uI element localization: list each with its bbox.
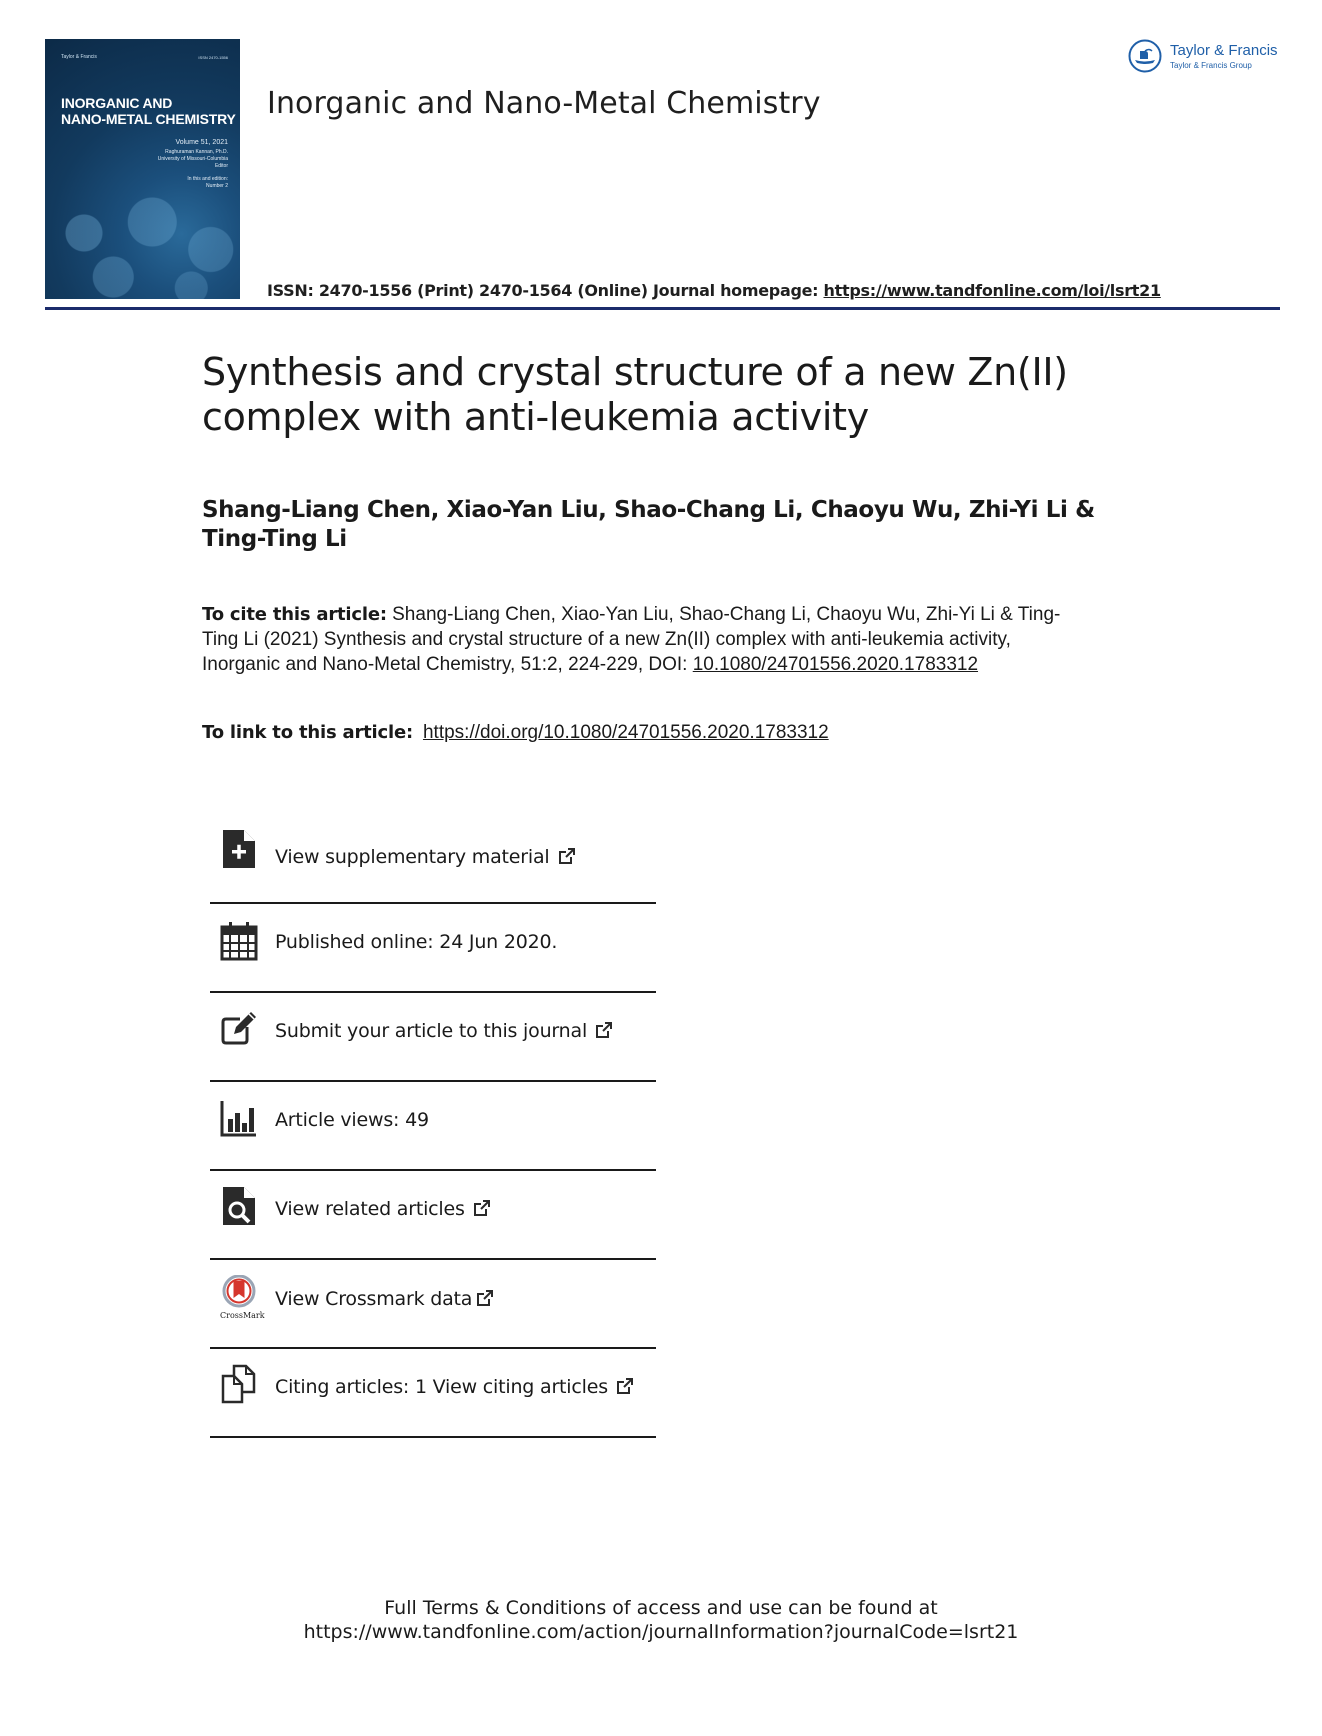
journal-homepage-link[interactable]: https://www.tandfonline.com/loi/lsrt21 xyxy=(823,281,1161,300)
cover-pattern xyxy=(45,189,240,299)
list-item-label xyxy=(275,1376,634,1398)
list-item-crossmark[interactable] xyxy=(210,1260,656,1349)
link-label: To link to this article: xyxy=(202,722,413,743)
supplementary-label: View supplementary material xyxy=(275,846,550,868)
list-item-label xyxy=(275,846,576,868)
cover-number: Number 2 xyxy=(206,183,228,189)
divider xyxy=(210,1436,656,1438)
footer xyxy=(261,1596,1061,1644)
journal-name: Inorganic and Nano-Metal Chemistry xyxy=(267,86,821,121)
publisher-name: Taylor & Francis xyxy=(1170,42,1278,59)
cover-publisher: Taylor & Francis xyxy=(61,54,97,60)
taylor-francis-logo-icon xyxy=(1128,39,1162,73)
external-link-icon xyxy=(558,847,576,865)
list-item-citing-articles[interactable] xyxy=(210,1349,656,1438)
citing-articles-label: Citing articles: 1 View citing articles xyxy=(275,1376,608,1398)
list-item-article-views xyxy=(210,1082,656,1171)
crossmark-icon xyxy=(220,1275,258,1315)
article-doi-link[interactable]: https://doi.org/10.1080/24701556.2020.1783312 xyxy=(422,722,829,743)
bar-chart-icon xyxy=(220,1099,258,1139)
related-articles-label: View related articles xyxy=(275,1198,465,1220)
cover-editor-affil: University of Missouri-Columbia xyxy=(157,156,228,162)
cover-editor-name: Raghuraman Kannan, Ph.D. xyxy=(165,149,228,155)
cover-title xyxy=(61,95,236,127)
edit-icon xyxy=(220,1007,258,1047)
footer-terms-text: Full Terms & Conditions of access and use can be found at xyxy=(384,1597,938,1619)
list-item-related-articles[interactable] xyxy=(210,1171,656,1260)
search-document-icon xyxy=(220,1186,258,1226)
list-item-published-online xyxy=(210,904,656,993)
footer-terms-link[interactable]: https://www.tandfonline.com/action/journalInformation?journalCode=lsrt21 xyxy=(303,1621,1019,1643)
cover-title-line2: NANO-METAL CHEMISTRY xyxy=(61,111,236,127)
issn-line xyxy=(267,281,1161,300)
journal-cover-image xyxy=(45,39,240,299)
file-plus-icon xyxy=(220,829,258,869)
article-link-line xyxy=(202,722,829,744)
external-link-icon xyxy=(476,1289,494,1307)
published-online-label: Published online: 24 Jun 2020. xyxy=(275,931,558,953)
cover-edition-label: In this and edition: xyxy=(187,176,228,182)
article-views-label: Article views: 49 xyxy=(275,1109,429,1131)
calendar-icon xyxy=(220,921,258,961)
external-link-icon xyxy=(616,1377,634,1395)
article-authors: Shang-Liang Chen, Xiao-Yan Liu, Shao-Chang Li, Chaoyu Wu, Zhi-Yi Li & Ting-Ting Li xyxy=(202,497,1095,552)
list-item-label xyxy=(275,1020,613,1042)
header-divider xyxy=(45,307,1280,310)
citation-block xyxy=(202,602,1062,677)
crossmark-label: View Crossmark data xyxy=(275,1288,473,1310)
issn-text: ISSN: 2470-1556 (Print) 2470-1564 (Online) Journal homepage: xyxy=(267,281,824,300)
cite-label: To cite this article: xyxy=(202,604,387,625)
publisher-group: Taylor & Francis Group xyxy=(1170,61,1252,70)
external-link-icon xyxy=(473,1199,491,1217)
citing-articles-icon xyxy=(220,1364,258,1404)
list-item-label xyxy=(275,1288,494,1310)
external-link-icon xyxy=(595,1021,613,1039)
cover-volume: Volume 51, 2021 xyxy=(175,139,228,146)
publisher-logo[interactable] xyxy=(1128,39,1282,77)
list-item-supplementary[interactable] xyxy=(210,815,656,904)
crossmark-text: CrossMark xyxy=(220,1311,265,1320)
article-title: Synthesis and crystal structure of a new Zn(II) complex with anti-leukemia activity xyxy=(202,350,1068,439)
list-item-label xyxy=(275,1198,491,1220)
cover-editor-role: Editor xyxy=(214,163,228,169)
cover-title-line1: INORGANIC AND xyxy=(61,95,173,111)
cite-text: Shang-Liang Chen, Xiao-Yan Liu, Shao-Chang Li, Chaoyu Wu, Zhi-Yi Li & Ting-Ting Li (2021) Synthesis and crystal structure of a new Zn(II) complex with anti-leukemia activity, Inorganic and Nano-Metal Chemistry, 51:2, 224-229, DOI: xyxy=(202,604,1061,675)
cite-doi-link[interactable]: 10.1080/24701556.2020.1783312 xyxy=(692,654,979,675)
cover-issn: ISSN 2470-1556 xyxy=(198,55,228,60)
cover-meta xyxy=(108,139,228,190)
submit-article-label: Submit your article to this journal xyxy=(275,1020,588,1042)
list-item-submit-article[interactable] xyxy=(210,993,656,1082)
